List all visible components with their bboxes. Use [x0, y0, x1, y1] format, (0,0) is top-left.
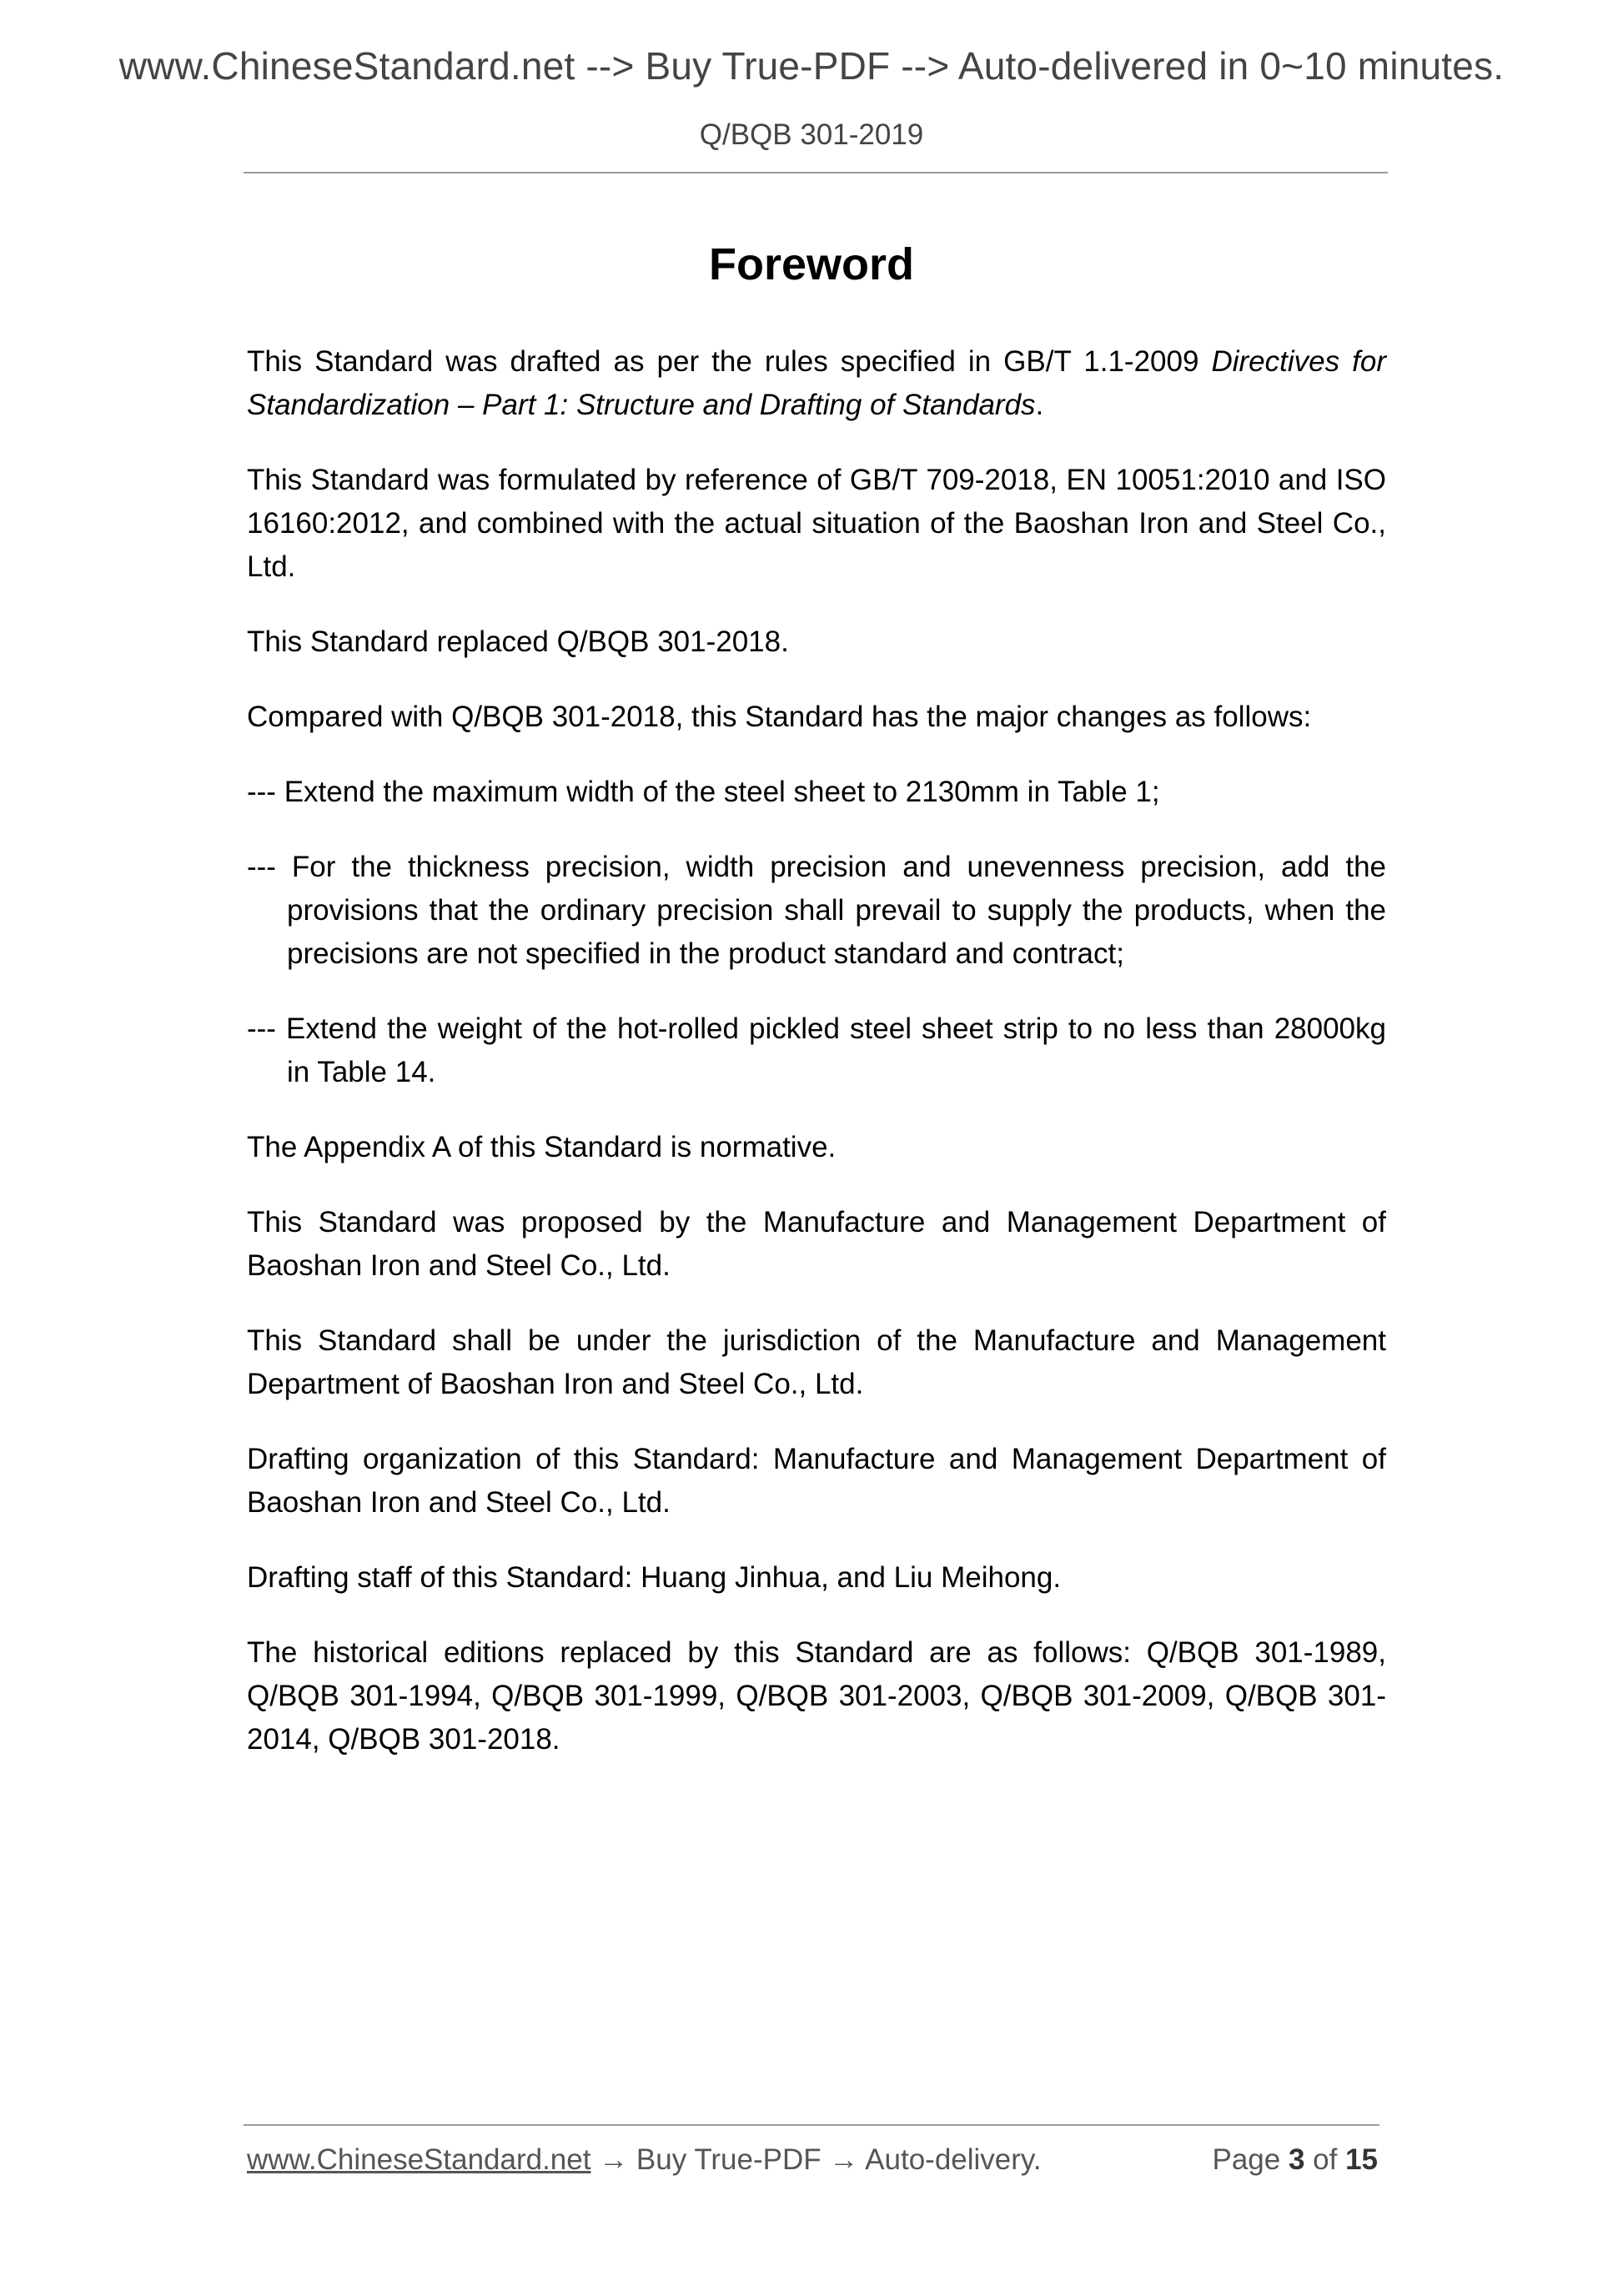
paragraph-references: This Standard was formulated by reference of GB/T 709-2018, EN 10051:2010 and ISO 16160:2012, and combined with the actual situation of the Baoshan Iron and Steel Co., Ltd. [247, 464, 1386, 583]
drafting-rules-text: This Standard was drafted as per the rules specified in GB/T 1.1-2009 [247, 345, 1212, 378]
drafting-rules-end: . [1035, 389, 1044, 421]
paragraph-drafting-organization: Drafting organization of this Standard: Manufacture and Management Department of Baoshan Iron and Steel Co., Ltd. [247, 1443, 1386, 1519]
header-doc-code: Q/BQB 301-2019 [699, 118, 924, 151]
footer-tagline: → Buy True-PDF → Auto-delivery. [590, 2143, 1042, 2176]
header-divider [244, 172, 1388, 173]
paragraph-proposed-by: This Standard was proposed by the Manufacture and Management Department of Baoshan Iron and Steel Co., Ltd. [247, 1206, 1386, 1282]
paragraph-jurisdiction: This Standard shall be under the jurisdiction of the Manufacture and Management Department of Baoshan Iron and Steel Co., Ltd. [247, 1324, 1386, 1400]
paragraph-replaced: This Standard replaced Q/BQB 301-2018. [247, 625, 789, 658]
drafting-rules-title: Directives for Standardization – Part 1: Structure and Drafting of Standards [247, 345, 1386, 421]
foreword-body [247, 340, 1386, 1793]
page-number: 3 [1288, 2143, 1305, 2176]
footer-left [247, 2143, 1042, 2177]
footer-divider [244, 2124, 1379, 2126]
change-item-precision: --- For the thickness precision, width precision and unevenness precision, add the provisions that the ordinary precision shall prevail to supply the products, when the precisions are not specified in the product standard and contract; [247, 851, 1386, 970]
page-indicator [1212, 2143, 1378, 2177]
page-title: Foreword [708, 239, 914, 289]
paragraph-changes-intro: Compared with Q/BQB 301-2018, this Standard has the major changes as follows: [247, 701, 1312, 733]
page-label: Page [1212, 2143, 1289, 2176]
change-item-weight: --- Extend the weight of the hot-rolled pickled steel sheet strip to no less than 28000kg in Table 14. [247, 1012, 1386, 1088]
footer-website-link[interactable]: www.ChineseStandard.net [247, 2143, 591, 2176]
top-banner: www.ChineseStandard.net --> Buy True-PDF --> Auto-delivered in 0~10 minutes. [118, 44, 1505, 88]
total-pages: 15 [1345, 2143, 1378, 2176]
change-item-width: --- Extend the maximum width of the steel sheet to 2130mm in Table 1; [247, 776, 1160, 808]
paragraph-drafting-rules [247, 340, 1386, 427]
paragraph-appendix: The Appendix A of this Standard is normative. [247, 1131, 837, 1163]
paragraph-drafting-staff: Drafting staff of this Standard: Huang Jinhua, and Liu Meihong. [247, 1561, 1062, 1594]
of-label: of [1304, 2143, 1346, 2176]
paragraph-historical-editions: The historical editions replaced by this Standard are as follows: Q/BQB 301-1989, Q/BQB 301-1994, Q/BQB 301-1999, Q/BQB 301-2003, Q/BQB 301-2009, Q/BQB 301-2014, Q/BQB 301-2018. [247, 1636, 1386, 1756]
